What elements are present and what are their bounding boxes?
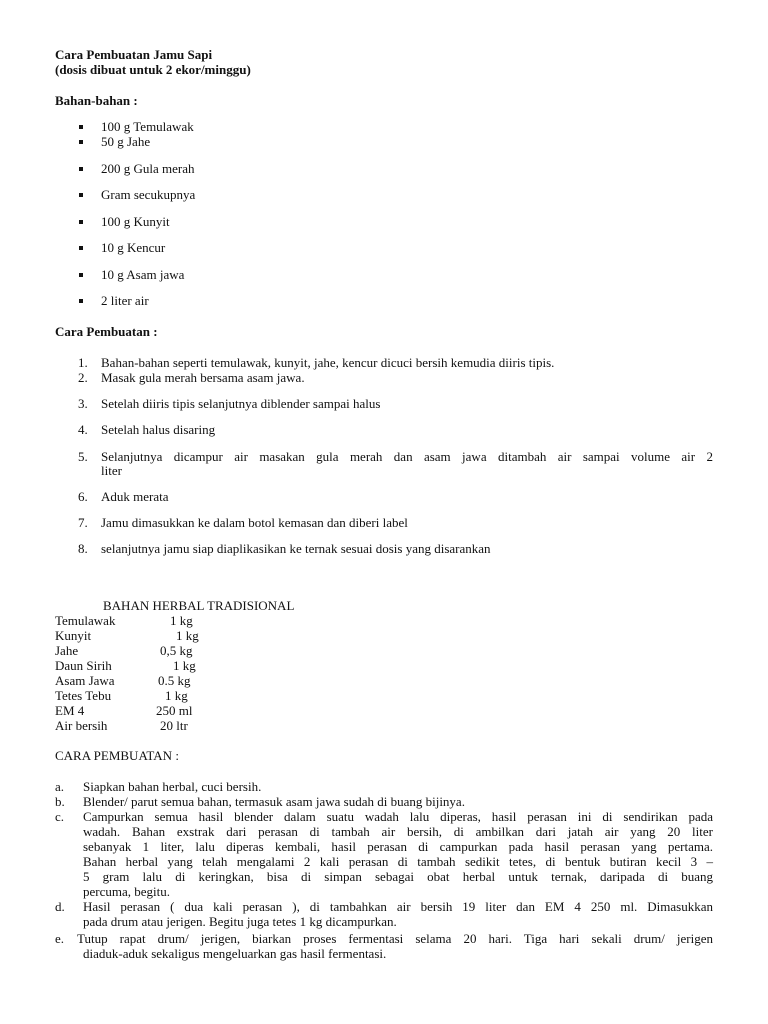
method-letter: e. xyxy=(55,931,65,946)
bullet-icon xyxy=(79,299,83,303)
herbal-qty: 1 kg xyxy=(173,658,196,673)
method-text: wadah. Bahan exstrak dari perasan di tambah air bersih, di ambilkan dari jatah air yang 20 liter xyxy=(83,824,713,839)
method-text: Bahan herbal yang telah mengalami 2 kali perasan di tambah sedikit tetes, di bentuk butiran kecil 3 – xyxy=(83,854,713,869)
method-text: Hasil perasan ( dua kali perasan ), di tambahkan air bersih 19 liter dan EM 4 250 ml. Dimasukkan xyxy=(83,899,713,914)
method-text: diaduk-aduk sekaligus mengeluarkan gas hasil fermentasi. xyxy=(83,946,387,961)
ingredient-item: 200 g Gula merah xyxy=(101,161,195,176)
method-text: pada drum atau jerigen. Begitu juga tetes 1 kg dicampurkan. xyxy=(83,914,397,929)
bullet-icon xyxy=(79,125,83,129)
bullet-icon xyxy=(79,167,83,171)
method-text: Tutup rapat drum/ jerigen, biarkan proses fermentasi selama 20 hari. Tiga hari sekali drum/ jerigen xyxy=(77,931,713,946)
method-text: sebanyak 1 liter, lalu diperas kembali, hasil perasan di campurkan pada hasil perasan yang pertama. xyxy=(83,839,713,854)
herbal-name: Kunyit xyxy=(55,628,92,643)
bullet-icon xyxy=(79,140,83,144)
herbal-name: Asam Jawa xyxy=(55,673,115,688)
bullet-icon xyxy=(79,273,83,277)
ingredient-item: 100 g Temulawak xyxy=(101,119,194,134)
ingredient-item: 2 liter air xyxy=(101,293,149,308)
method-text: percuma, begitu. xyxy=(83,884,170,899)
step-number: 5. xyxy=(78,449,88,464)
ingredient-item: Gram secukupnya xyxy=(101,187,196,202)
method-text: Blender/ parut semua bahan, termasuk asam jawa sudah di buang bijinya. xyxy=(83,794,465,809)
method-text: Siapkan bahan herbal, cuci bersih. xyxy=(83,779,262,794)
step-number: 7. xyxy=(78,515,88,530)
document-title: Cara Pembuatan Jamu Sapi xyxy=(55,47,213,62)
document-subtitle: (dosis dibuat untuk 2 ekor/minggu) xyxy=(55,62,251,77)
herbal-qty: 250 ml xyxy=(156,703,193,718)
step-number: 1. xyxy=(78,355,88,370)
step-text: Masak gula merah bersama asam jawa. xyxy=(101,370,305,385)
steps-heading: Cara Pembuatan : xyxy=(55,324,158,339)
step-text: selanjutnya jamu siap diaplikasikan ke ternak sesuai dosis yang disarankan xyxy=(101,541,491,556)
herbal-qty: 1 kg xyxy=(165,688,188,703)
step-text: Aduk merata xyxy=(101,489,169,504)
ingredient-item: 10 g Kencur xyxy=(101,240,166,255)
herbal-qty: 0,5 kg xyxy=(160,643,193,658)
method-text: Campurkan semua hasil blender dalam suatu wadah lalu diperas, hasil perasan ini di sendirikan pada xyxy=(83,809,713,824)
herbal-qty: 0.5 kg xyxy=(158,673,191,688)
step-text: Selanjutnya dicampur air masakan gula merah dan asam jawa ditambah air sampai volume air 2 xyxy=(101,449,713,464)
ingredient-item: 10 g Asam jawa xyxy=(101,267,185,282)
step-text: Bahan-bahan seperti temulawak, kunyit, jahe, kencur dicuci bersih kemudia diiris tipis. xyxy=(101,355,555,370)
step-text: liter xyxy=(101,463,122,478)
method-letter: d. xyxy=(55,899,65,914)
step-text: Jamu dimasukkan ke dalam botol kemasan dan diberi label xyxy=(101,515,408,530)
method-text: 5 gram lalu di keringkan, bisa di simpan sebagai obat herbal untuk ternak, daripada di buang xyxy=(83,869,713,884)
method-heading: CARA PEMBUATAN : xyxy=(55,748,179,763)
bullet-icon xyxy=(79,220,83,224)
method-letter: a. xyxy=(55,779,65,794)
step-number: 2. xyxy=(78,370,88,385)
ingredient-item: 50 g Jahe xyxy=(101,134,151,149)
step-number: 6. xyxy=(78,489,88,504)
herbal-name: Daun Sirih xyxy=(55,658,112,673)
step-number: 3. xyxy=(78,396,88,411)
bullet-icon xyxy=(79,193,83,197)
herbal-name: EM 4 xyxy=(55,703,85,718)
herbal-name: Jahe xyxy=(55,643,79,658)
bullet-icon xyxy=(79,246,83,250)
step-number: 8. xyxy=(78,541,88,556)
herbal-heading: BAHAN HERBAL TRADISIONAL xyxy=(103,598,295,613)
step-number: 4. xyxy=(78,422,88,437)
herbal-qty: 1 kg xyxy=(176,628,199,643)
method-letter: c. xyxy=(55,809,65,824)
herbal-name: Temulawak xyxy=(55,613,116,628)
herbal-name: Tetes Tebu xyxy=(55,688,112,703)
herbal-qty: 20 ltr xyxy=(160,718,188,733)
step-text: Setelah diiris tipis selanjutnya diblender sampai halus xyxy=(101,396,381,411)
herbal-qty: 1 kg xyxy=(170,613,193,628)
ingredients-heading: Bahan-bahan : xyxy=(55,93,138,108)
method-letter: b. xyxy=(55,794,65,809)
herbal-name: Air bersih xyxy=(55,718,108,733)
ingredient-item: 100 g Kunyit xyxy=(101,214,170,229)
step-text: Setelah halus disaring xyxy=(101,422,216,437)
